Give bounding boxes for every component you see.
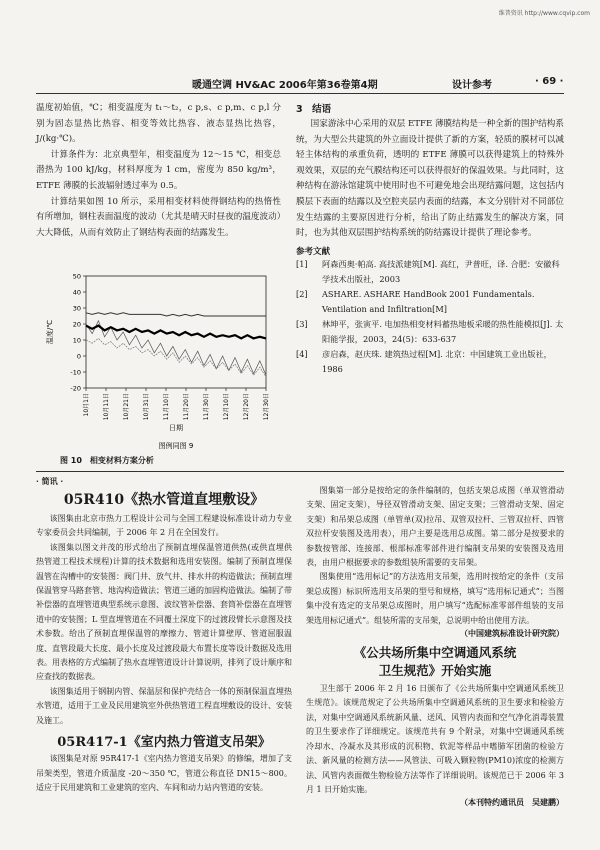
brief-title-1: 05R410《热水管道直埋敷设》 [63, 492, 265, 508]
reference-item [296, 317, 564, 347]
journal-header: 暖通空调 HV&AC 2006年第36卷第4期 [192, 80, 378, 91]
series-line [86, 313, 266, 316]
y-tick-label: 10 [72, 336, 81, 345]
x-tick-label: 10月11日 [103, 393, 110, 421]
brief-title-3b: 卫生规范》开始实施 [378, 663, 492, 679]
reference-item [296, 287, 564, 317]
brief-body-3b: 图集使用“选用标记”的方法选用支吊架，选用时按给定的条件（支吊架总成图）标识所选用支吊架的型号和规格，填写“选用标记通式”；当图集中没有选定的支吊架总成图时，用户填写“选配标准零部件组装的支吊架选用标记通式”。组装所需的支吊架，总说明中给出使用方法。 [306, 572, 564, 625]
brief-body-4: 卫生部于 2006 年 2 月 16 日颁布了《公共场所集中空调通风系统卫生规范》。该规范规定了公共场所集中空调通风系统的卫生要求和检验方法，对集中空调通风系统新风量、送风、风管内表面和空气净化消毒装置的卫生要求作了详细规定。该规范共有 9 个附录，对集中空调通风系统冷却水、冷凝水及其形成的沉积物、软泥等样品中嗜肺军团菌的检验方法、新风量的检测方法——风管法、可吸入颗粒物(PM10)浓度的检测方法、风管内表面微生物检验方法等作了详细说明。该规范已于 2006 年 3 月 1 日开始实施。 [306, 684, 564, 794]
left-column [36, 101, 281, 241]
reference-text: 阿森西奥·帕高. 高技派建筑[M]. 高红，尹普旺，译. 合肥：安徽科学技术出版社，2003 [322, 258, 560, 284]
reference-item [296, 347, 564, 377]
temperature-chart [40, 270, 280, 452]
y-tick-label: -20 [70, 384, 81, 393]
section-header: 设计参考 [452, 80, 492, 91]
paragraph-results: 计算结果如图 10 所示，采用相变材料使得钢结构的热惰性有所增加，钢柱表面温度的波动（尤其是晴天时昼夜的温度波动）大大降低，从而有效防止了钢结构表面的结露发生。 [36, 196, 281, 238]
x-tick-label: 11月20日 [183, 393, 190, 421]
x-axis-label: 日期 [169, 424, 183, 432]
series-line [86, 338, 266, 376]
y-tick-label: 40 [72, 288, 81, 297]
x-tick-label: 12月20日 [243, 393, 250, 421]
reference-number: [1] [296, 258, 308, 269]
y-tick-label: 0 [76, 352, 81, 361]
paragraph-conditions: 计算条件为：北京典型年，相变温度为 12～15 ℃，相变总潜热为 100 kJ/kg，材料厚度为 1 cm，密度为 850 kg/m³，ETFE 薄膜的长波辐射透过率为 0.5。 [36, 149, 281, 191]
header-rule [36, 93, 564, 94]
signature-1: （中国建筑标准设计研究院） [460, 628, 564, 639]
y-tick-label: 50 [72, 272, 81, 281]
y-tick-label: 30 [72, 304, 81, 313]
brief-label: · 简讯 · [36, 476, 64, 486]
x-tick-label: 11月30日 [203, 393, 210, 421]
brief-right [306, 484, 564, 808]
reference-number: [4] [296, 348, 308, 359]
reference-text: 彦启森，赵庆珠. 建筑热过程[M]. 北京：中国建筑工业出版社，1986 [322, 348, 552, 374]
y-tick-label: -10 [70, 368, 81, 377]
paragraph-variables: 温度初始值，℃；相变温度为 t₁～t₂，c p,s、c p,m、c p,l 分别为固态显热比热容、相变等效比热容、液态显热比热容，J/(kg·℃)。 [36, 103, 281, 145]
x-tick-label: 10月21日 [123, 393, 130, 421]
reference-item [296, 257, 564, 287]
section-title: 3 结语 [296, 104, 332, 115]
figure-caption: 图 10 相变材料方案分析 [60, 456, 154, 465]
signature-2: （本刊特约通讯员 吴建鹏） [460, 797, 564, 808]
reference-number: [3] [296, 318, 308, 329]
y-tick-label: 20 [72, 320, 81, 329]
x-tick-label: 11月10日 [163, 393, 170, 421]
brief-body-3: 图集第一部分是按给定的条件编制的，包括支架总成图（单双管滑动支架、固定支架），导径双管滑动支架、固定支架；三管滑动支架、固定支架）和吊架总成图（单管单(双)拉吊、双管双拉杆、三管双拉杆、四管双拉杆安装图及选用表），用户主要是选用总成图。第二部分是按要求的参数按管部、连接部、根部标准零部件进行编制支吊架的安装图及选用表，由用户根据要求的参数组装所需要的支吊架。 [306, 486, 564, 568]
x-tick-label: 12月10日 [223, 393, 230, 421]
brief-body-1b: 该图集以图文并茂的形式给出了预制直埋保温管道供热(或供直埋供热管道工程技术规程)计算的技术数据和选用安装图。编制了预制直埋保温管在沟槽中的安装图：阀门井、放气井、排水井的构造做法；预制直埋保温管穿马路套管、地沟构造做法；管道三通的加固构造做法。编制了带补偿器的直埋管道典型系统示意图、波纹管补偿器、套筒补偿器在直埋管道中的安装图；L 型直埋管道在不同覆土深度下的过渡段臂长示意图及技术参数。给出了预制直埋保温管的摩擦力、管道计算壁厚、管道屈服温度、直管段最大长度、最小长度及过渡段最大布置长度等设计数据及选用表。用表格的方式编制了热水直埋管道设计计算说明，排列了设计顺序和应查找的数据表。 [36, 542, 292, 682]
x-tick-label: 10月31日 [143, 393, 150, 421]
figure-10 [40, 270, 280, 452]
brief-body-1c: 该图集适用于钢制内管、保温层和保护壳结合一体的预制保温直埋热水管道，适用于工业及民用建筑室外供热管道工程直埋敷设的设计、安装及施工。 [36, 686, 292, 725]
x-tick-label: 12月30日 [263, 393, 270, 421]
watermark: 维普资讯 http://www.cqvip.com [498, 10, 590, 17]
references-title: 参考文献 [296, 246, 331, 257]
reference-text: 林坤平，张寅平. 电加热相变材料蓄热地板采暖的热性能模拟[J]. 太阳能学报，2003，24(5)：633-637 [322, 318, 564, 344]
reference-text: ASHARE. ASHARE HandBook 2001 Fundamentals. Ventilation and Infiltration[M] [322, 288, 535, 314]
page-number: · 69 · [535, 76, 564, 87]
brief-body-1: 该图集由北京市热力工程设计公司与全国工程建设标准设计动力专业专家委员会共同编制，于 2006 年 2 月在全国发行。 [36, 514, 292, 538]
brief-title-2: 05R417-1《室内热力管道支吊架》 [57, 735, 271, 751]
x-tick-label: 10月1日 [83, 393, 90, 417]
references-list [296, 257, 564, 377]
paragraph-conclusion: 国家游泳中心采用的双层 ETFE 薄膜结构是一种全新的围护结构系统，为大型公共建筑的外立面设计提供了新的方案，轻质的膜材可以减轻主体结构的承重负荷，透明的 ETFE 薄膜可以获得建筑上的特殊外观效果，双层的充气膜结构还可以获得很好的保温效果。与此同时，这种结构在游泳馆建筑中使用时也不可避免地会出现结露问题，这包括内膜层下表面的结露以及空腔夹层内表面的结露，本文分别针对不同部位发生结露的主要原因进行分析，给出了防止结露发生的解决方案，同时，也为其他双层围护结构系统的防结露设计提供了理论参考。 [296, 119, 564, 239]
reference-number: [2] [296, 288, 308, 299]
brief-rule [36, 471, 564, 472]
brief-body-2: 该图集是对原 95R417-1《室内热力管道支吊架》的修编，增加了支吊架类型，管道介质温度 -20～350 ℃，管道公称直径 DN15～800。适应于民用建筑和工业建筑的室内、车间和动力站内管道的安装。 [36, 754, 292, 792]
right-column [296, 101, 564, 377]
brief-title-3a: 《公共场所集中空调通风系统 [353, 645, 517, 661]
y-axis-label: 温度/℃ [46, 319, 54, 345]
brief-left [36, 476, 292, 795]
chart-legend: 图例同图 9 [158, 442, 194, 450]
